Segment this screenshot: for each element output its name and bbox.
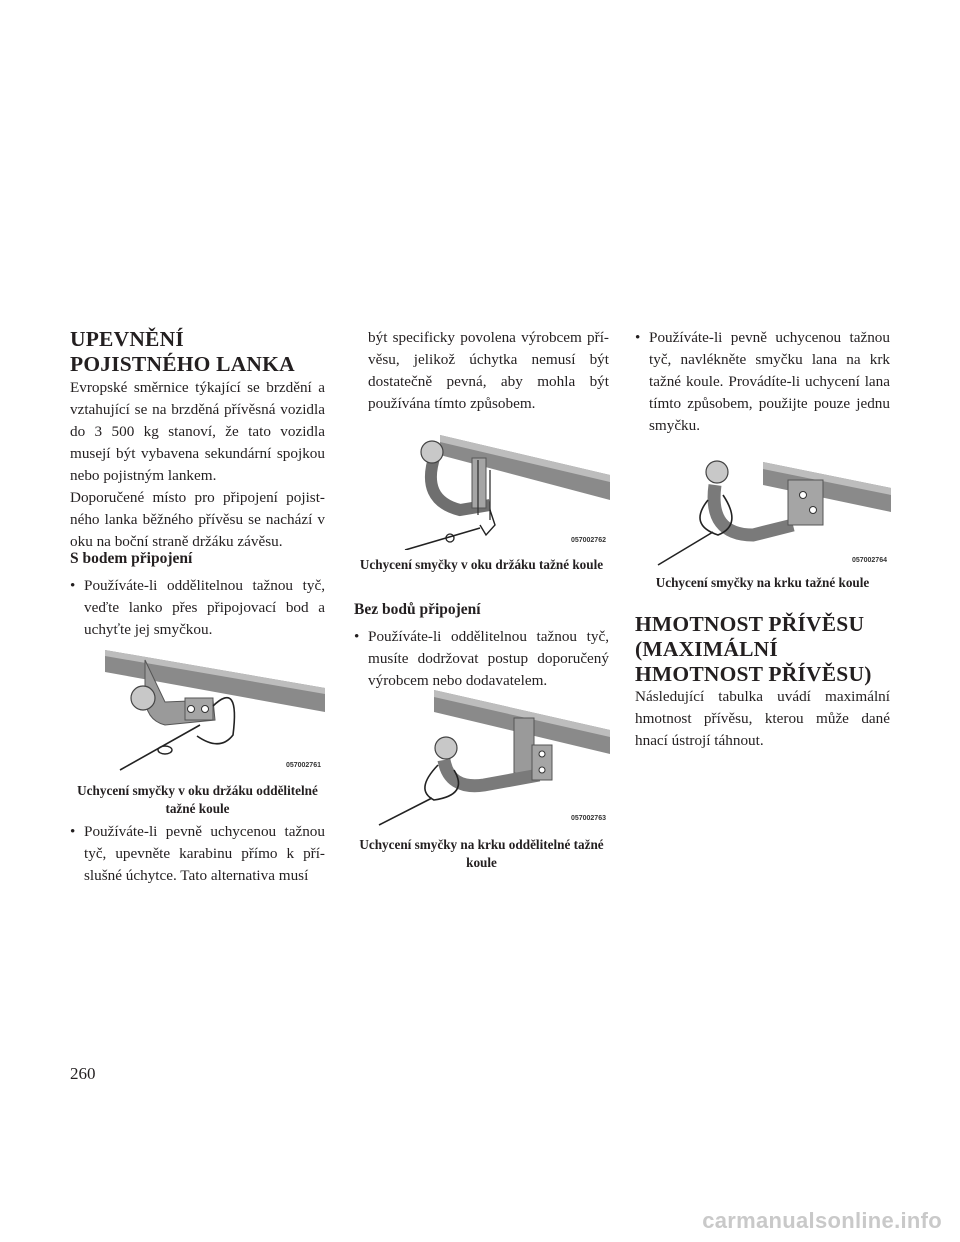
list-item bbox=[354, 626, 609, 692]
bullet-continuation: být specificky povolena výrobcem pří-věsu, jelikož úchytka nemusí být dostatečně pevná, aby mohla být používána tímto způsobem. bbox=[368, 329, 609, 412]
list-item bbox=[70, 575, 325, 641]
bullet-dot-icon: • bbox=[354, 628, 360, 645]
figure-code: 057002763 bbox=[570, 815, 606, 822]
figure-caption-2: Uchycení smyčky v oku držáku tažné koule bbox=[359, 557, 604, 572]
section-title-safety-cable: UPEVNĚNÍ POJISTNÉHO LANKA bbox=[70, 327, 295, 376]
bullet-dot-icon: • bbox=[70, 577, 76, 594]
figure-loop-eye-detachable bbox=[105, 640, 325, 775]
section-title-trailer-weight: HMOTNOST PŘÍVĚSU (MAXIMÁLNÍ HMOTNOST PŘÍVĚSU) bbox=[635, 612, 872, 686]
figure-caption-3: Uchycení smyčky na krku oddělitelné tažné koule bbox=[359, 837, 604, 870]
figure-loop-neck-detachable bbox=[374, 690, 610, 828]
towbar-illustration-3 bbox=[374, 690, 610, 828]
figure-loop-eye-fixed bbox=[400, 410, 610, 550]
figure-code: 057002762 bbox=[570, 537, 606, 544]
towbar-illustration-1 bbox=[105, 640, 325, 775]
paragraph-recommended-point: Doporučené místo pro připojení pojist-ného lanka běžného přívěsu se nachází v oku na boční straně držáku závěsu. bbox=[70, 489, 325, 550]
paragraph-eu-directive: Evropské směrnice týkající se brzdění a vztahující se na brzděná přívěsná vozidla do 3 500 kg stanoví, že tato vozidla musejí být vybavena sekundární spojkou nebo pojistným lankem. bbox=[70, 379, 325, 484]
bullet-dot-icon: • bbox=[70, 823, 76, 840]
page-number: 260 bbox=[70, 1064, 96, 1083]
towbar-illustration-2 bbox=[400, 410, 610, 550]
towbar-illustration-4 bbox=[653, 440, 891, 570]
watermark-text: carmanualsonline.info bbox=[702, 1208, 942, 1233]
bullet-text: Používáte-li pevně uchycenou tažnou tyč, upevněte karabinu přímo k pří-slušné úchytce. Tato alternativa musí bbox=[84, 823, 325, 884]
paragraph-weight-table-intro: Následující tabulka uvádí maximální hmotnost přívěsu, kterou může dané hnací ústrojí táhnout. bbox=[635, 688, 890, 749]
figure-caption-1: Uchycení smyčky v oku držáku oddělitelné tažné koule bbox=[77, 783, 318, 816]
list-item bbox=[635, 327, 890, 437]
figure-caption-4: Uchycení smyčky na krku tažné koule bbox=[655, 575, 870, 590]
list-item bbox=[70, 821, 325, 887]
subheading-with-points: S bodem připojení bbox=[70, 550, 193, 567]
subheading-without-points: Bez bodů připojení bbox=[354, 601, 481, 618]
figure-loop-neck-fixed bbox=[653, 440, 891, 570]
figure-code: 057002764 bbox=[851, 557, 887, 564]
figure-code: 057002761 bbox=[285, 762, 321, 769]
bullet-dot-icon: • bbox=[635, 329, 641, 346]
bullet-text: Používáte-li oddělitelnou tažnou tyč, veďte lanko přes připojovací bod a uchyťte jej smyčkou. bbox=[84, 577, 325, 638]
bullet-text: Používáte-li oddělitelnou tažnou tyč, musíte dodržovat postup doporučený výrobcem nebo dodavatelem. bbox=[368, 628, 609, 689]
bullet-text: Používáte-li pevně uchycenou tažnou tyč, navlékněte smyčku lana na krk tažné koule. Provádíte-li uchycení lana tímto způsobem, použijte pouze jednu smyčku. bbox=[649, 329, 890, 434]
